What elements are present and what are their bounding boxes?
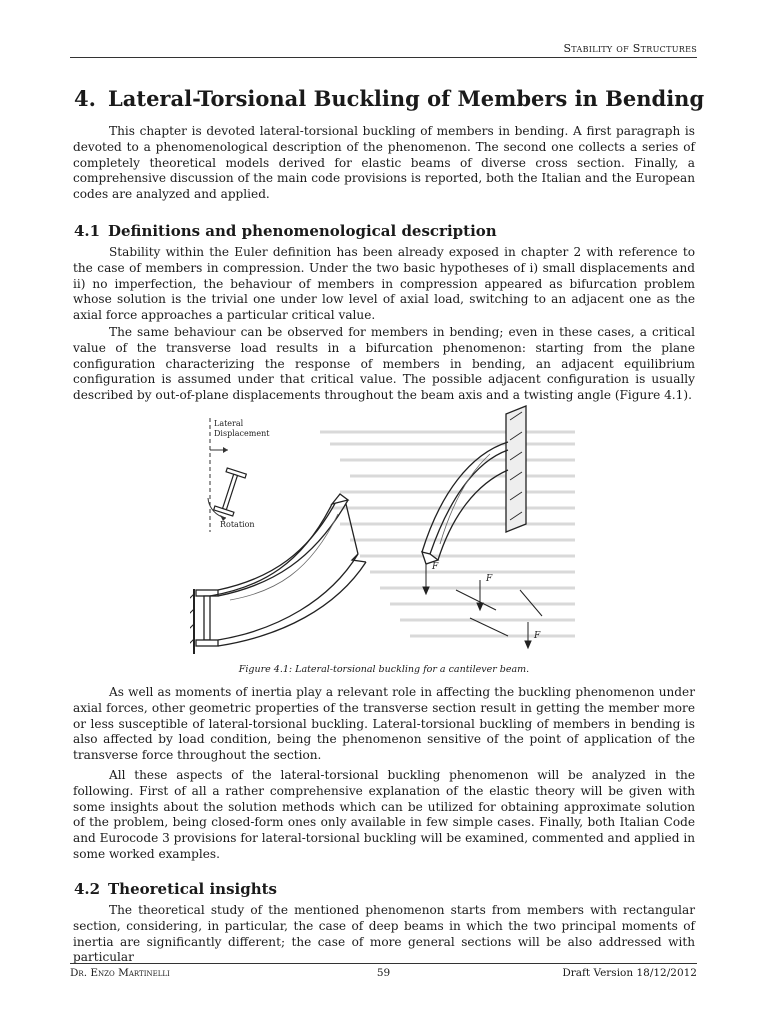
cantilever-beam-3d [190, 494, 366, 654]
arrow-head [477, 603, 483, 610]
lateral-label: Lateral [214, 419, 244, 428]
force-label: F [432, 562, 439, 572]
paragraph: All these aspects of the lateral-torsional buckling phenomenon will be analyzed in the following. First of all a rather comprehensive explanation of the elastic theory will be given with some insights about the solution methods which can be utilized for obtaining approximate solution of the problem, being closed-form ones only available in few simple cases. Finally, both Italian Code and Eurocode 3 provisions for lateral-torsional buckling will be examined, commented and applied in some worked examples. [73, 768, 695, 861]
section-number: 4.1 [74, 222, 101, 240]
page-footer [70, 967, 697, 981]
header-rule [70, 57, 697, 58]
section-line [456, 590, 496, 610]
force-label: F [534, 631, 541, 641]
cross-section-detail [208, 418, 270, 532]
displacement-label: Displacement [214, 429, 270, 438]
arrow-head [525, 641, 531, 648]
footer-author: Dr. Enzo Martinelli [70, 967, 170, 979]
section-number: 4.2 [74, 880, 101, 898]
figure-4-1 [190, 404, 580, 662]
paragraph: The theoretical study of the mentioned phenomenon starts from members with rectangular section, considering, in particular, the case of deep beams in which the two principal moments of inertia are significantly different; the case of more general sections will be also addressed with particular [73, 903, 695, 965]
paragraph: The same behaviour can be observed for members in bending; even in these cases, a critical value of the transverse load results in a bifurcation phenomenon: starting from the plane configuration characterizing the response of members in bending, an adjacent equilibrium configuration is assumed under that critical value. The possible adjacent configuration is usually described by out-of-plane displacements throughout the beam axis and a twisting angle (Figure 4.1). [73, 325, 695, 403]
chapter-number: 4. [74, 86, 96, 111]
intro-paragraph: This chapter is devoted lateral-torsional buckling of members in bending. A first paragraph is devoted to a phenomenological description of the phenomenon. The second one collects a series of completely theoretical models derived for elastic beams of diverse cross section. Finally, a comprehensive discussion of the main code provisions is reported, both the Italian and the European codes are analyzed and applied. [73, 124, 695, 202]
figure-caption: Figure 4.1: Lateral-torsional buckling for a cantilever beam. [238, 664, 530, 675]
section-title: Definitions and phenomenological description [108, 222, 497, 240]
rotation-label: Rotation [220, 520, 255, 529]
running-header: Stability of Structures [563, 42, 697, 55]
section-heading-4-2 [74, 880, 694, 898]
paragraph: As well as moments of inertia play a relevant role in affecting the buckling phenomenon under axial forces, other geometric properties of the transverse section result in getting the member more or less susceptible of lateral-torsional buckling. Lateral-torsional buckling of members in bending is also affected by load condition, being the phenomenon sensitive of the point of application of the transverse force throughout the section. [73, 685, 695, 763]
page-number: 59 [376, 967, 391, 979]
section-heading-4-1 [74, 222, 694, 240]
paragraph: Stability within the Euler definition has been already exposed in chapter 2 with reference to the case of members in compression. Under the two basic hypotheses of i) small displacements and ii) no imperfection, the behaviour of members in compression appeared as bifurcation problem whose solution is the trivial one under low level of axial load, switching to an adjacent one as the axial force approaches a particular critical value. [73, 245, 695, 323]
arrow-head [423, 587, 429, 594]
lateral-torsional-buckling-illustration [190, 404, 580, 662]
force-label: F [486, 574, 493, 584]
footer-version: Draft Version 18/12/2012 [562, 967, 697, 979]
footer-rule [70, 963, 697, 964]
chapter-title [74, 86, 705, 114]
section-title: Theoretical insights [108, 880, 277, 898]
chapter-title-text: Lateral-Torsional Buckling of Members in Bending [108, 86, 705, 111]
